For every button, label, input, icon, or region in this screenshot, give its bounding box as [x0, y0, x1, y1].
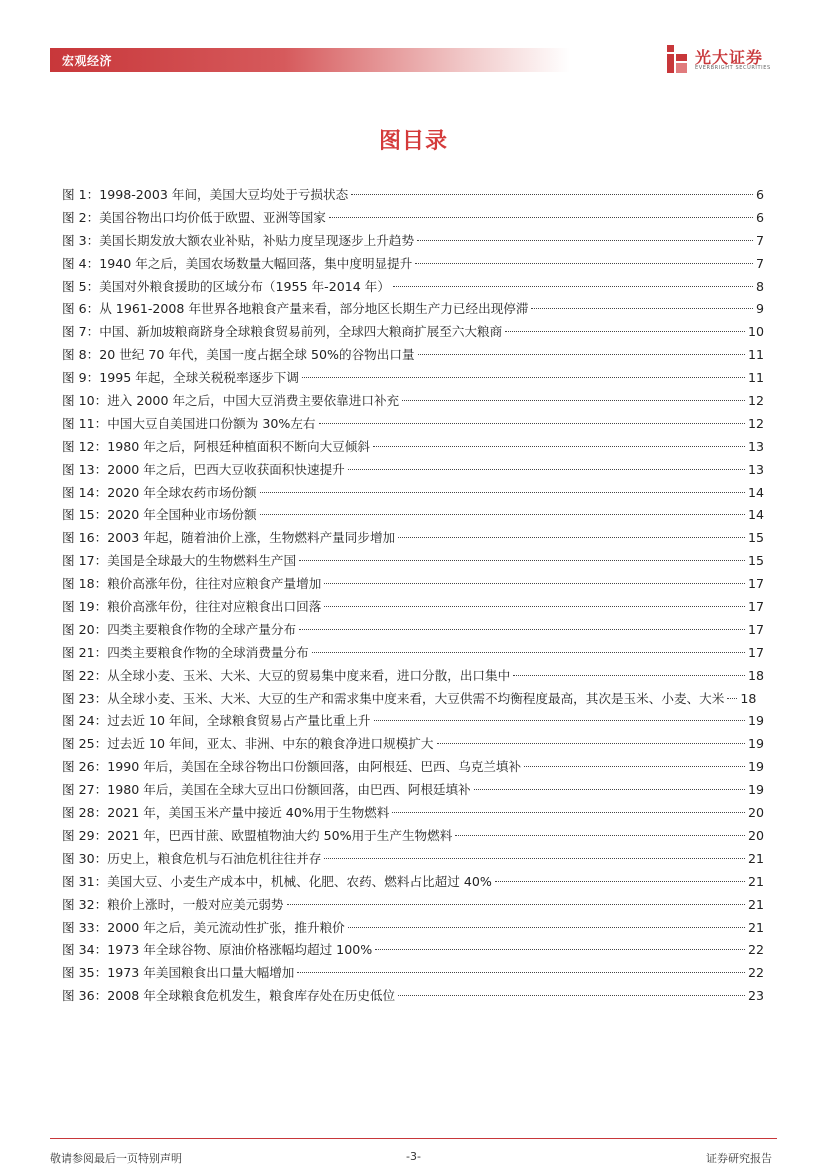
toc-entry[interactable] — [62, 802, 764, 825]
toc-entry[interactable] — [62, 985, 764, 1008]
toc-entry-label: 图 23：从全球小麦、玉米、大米、大豆的生产和需求集中度来看，大豆供需不均衡程度最高，其次是玉米、 — [62, 690, 662, 706]
toc-entry-label: 图 18：粮价高涨年份，往往对应粮食产量增加 — [62, 576, 322, 592]
toc-entry-label: 图 32：粮价上涨时，一般对应美元弱势 — [62, 896, 284, 912]
dot-leader — [455, 835, 745, 836]
dot-leader — [373, 446, 745, 447]
toc-entry-label: 图 10：进入 2000 年之后，中国大豆消费主要依靠进口补充 — [62, 393, 400, 409]
toc-entry[interactable] — [62, 230, 764, 253]
toc-entry[interactable] — [62, 894, 764, 917]
toc-entry-label: 图 27：1980 年后，美国在全球大豆出口份额回落，由巴西、阿根廷填补 — [62, 782, 471, 798]
toc-entry-page: 19 — [747, 713, 764, 729]
dot-leader — [495, 881, 745, 882]
toc-entry-page: 21 — [747, 850, 764, 866]
dot-leader — [437, 743, 745, 744]
dot-leader — [418, 354, 745, 355]
dot-leader — [531, 308, 753, 309]
toc-entry-label: 图 7：中国、新加坡粮商跻身全球粮食贸易前列，全球四大粮商扩展至六大粮商 — [62, 324, 503, 340]
toc-entry-page: 7 — [755, 255, 764, 271]
toc-entry-label: 图 25：过去近 10 年间，亚太、非洲、中东的粮食净进口规模扩大 — [62, 736, 434, 752]
toc-entry-label: 图 13：2000 年之后，巴西大豆收获面积快速提升 — [62, 461, 345, 477]
table-of-figures — [62, 184, 764, 1008]
toc-entry[interactable] — [62, 962, 764, 985]
toc-entry-label: 图 24：过去近 10 年间，全球粮食贸易占产量比重上升 — [62, 713, 371, 729]
dot-leader — [299, 629, 745, 630]
toc-entry-page: 19 — [747, 782, 764, 798]
toc-entry-page: 19 — [747, 736, 764, 752]
toc-entry-page: 6 — [755, 209, 764, 225]
dot-leader — [348, 927, 745, 928]
dot-leader — [415, 263, 753, 264]
toc-entry[interactable] — [62, 459, 764, 482]
toc-entry-page: 9 — [755, 301, 764, 317]
toc-entry-page: 22 — [747, 942, 764, 958]
dot-leader — [374, 720, 745, 721]
toc-entry-label: 图 19：粮价高涨年份，往往对应粮食出口回落 — [62, 599, 322, 615]
toc-entry-label: 图 5：美国对外粮食援助的区域分布（1955 年-2014 年） — [62, 278, 390, 294]
toc-entry[interactable] — [62, 573, 764, 596]
toc-entry[interactable] — [62, 298, 764, 321]
dot-leader — [351, 194, 753, 195]
toc-entry-page: 8 — [755, 278, 764, 294]
toc-entry-page: 22 — [747, 965, 764, 981]
toc-entry[interactable] — [62, 344, 764, 367]
dot-leader — [505, 331, 745, 332]
dot-leader — [392, 812, 745, 813]
toc-entry-page: 14 — [747, 507, 764, 523]
toc-entry-page: 23 — [747, 988, 764, 1004]
toc-entry-label: 图 3：美国长期发放大额农业补贴，补贴力度呈现逐步上升趋势 — [62, 232, 415, 248]
toc-entry-label: 图 15：2020 年全国种业市场份额 — [62, 507, 257, 523]
toc-entry-label: 图 22：从全球小麦、玉米、大米、大豆的贸易集中度来看，进口分散，出口集中 — [62, 667, 511, 683]
toc-entry-page: 19 — [747, 759, 764, 775]
toc-entry-label-continued: 小麦、大米 — [661, 690, 725, 706]
dot-leader — [297, 972, 745, 973]
toc-entry[interactable] — [62, 596, 764, 619]
toc-entry[interactable] — [62, 619, 764, 642]
toc-entry-page: 6 — [755, 187, 764, 202]
toc-entry-label: 图 17：美国是全球最大的生物燃料生产国 — [62, 553, 297, 569]
toc-entry-label: 图 31：美国大豆、小麦生产成本中，机械、化肥、农药、燃料占比超过 40% — [62, 873, 492, 889]
dot-leader — [299, 560, 745, 561]
toc-entry[interactable] — [62, 321, 764, 344]
toc-entry[interactable] — [62, 550, 764, 573]
toc-entry-label: 图 34：1973 年全球谷物、原油价格涨幅均超过 100% — [62, 942, 373, 958]
toc-entry[interactable] — [62, 733, 764, 756]
toc-entry[interactable] — [62, 710, 764, 733]
toc-entry-page: 14 — [747, 484, 764, 500]
toc-entry-label: 图 21：四类主要粮食作物的全球消费量分布 — [62, 644, 309, 660]
toc-entry-label: 图 1：1998-2003 年间，美国大豆均处于亏损状态 — [62, 187, 349, 202]
toc-entry-page: 15 — [747, 553, 764, 569]
toc-entry-page: 17 — [747, 644, 764, 660]
toc-entry-page: 17 — [747, 599, 764, 615]
toc-entry-page: 11 — [747, 347, 764, 363]
footer-disclaimer: 敬请参阅最后一页特别声明 — [50, 1152, 182, 1165]
logo-text-en: EVERBRIGHT SECURITIES — [695, 65, 771, 71]
dot-leader — [402, 400, 745, 401]
toc-entry-label: 图 4：1940 年之后，美国农场数量大幅回落，集中度明显提升 — [62, 255, 413, 271]
dot-leader — [398, 995, 745, 996]
dot-leader — [375, 949, 745, 950]
toc-entry[interactable] — [62, 665, 764, 688]
toc-entry[interactable] — [62, 367, 764, 390]
toc-entry-page: 18 — [740, 690, 757, 706]
dot-leader — [312, 652, 745, 653]
toc-entry-label: 图 20：四类主要粮食作物的全球产量分布 — [62, 621, 297, 637]
section-label: 宏观经济 — [62, 54, 113, 68]
toc-entry-page: 10 — [747, 324, 764, 340]
toc-entry[interactable] — [62, 779, 764, 802]
dot-leader — [260, 514, 745, 515]
toc-entry-label: 图 35：1973 年美国粮食出口量大幅增加 — [62, 965, 295, 981]
dot-leader — [393, 286, 753, 287]
toc-entry-page: 18 — [747, 667, 764, 683]
toc-entry-label: 图 11：中国大豆自美国进口份额为 30%左右 — [62, 415, 316, 431]
toc-entry[interactable] — [62, 436, 764, 459]
footer-divider — [50, 1138, 777, 1139]
toc-entry[interactable] — [62, 756, 764, 779]
dot-leader — [324, 858, 745, 859]
toc-entry[interactable] — [62, 207, 764, 230]
dot-leader — [524, 766, 745, 767]
toc-entry-page: 17 — [747, 576, 764, 592]
dot-leader — [319, 423, 745, 424]
dot-leader — [324, 583, 745, 584]
toc-entry-page: 20 — [747, 805, 764, 821]
toc-entry-label: 图 8：20 世纪 70 年代，美国一度占据全球 50%的谷物出口量 — [62, 347, 415, 363]
toc-entry-label: 图 29：2021 年，巴西甘蔗、欧盟植物油大约 50%用于生产生物燃料 — [62, 827, 453, 843]
toc-entry[interactable] — [62, 504, 764, 527]
logo-mark-icon — [665, 45, 689, 73]
toc-entry[interactable] — [62, 848, 764, 871]
toc-entry-page: 21 — [747, 896, 764, 912]
toc-entry-label: 图 16：2003 年起，随着油价上涨，生物燃料产量同步增加 — [62, 530, 396, 546]
toc-entry-page: 13 — [747, 461, 764, 477]
toc-entry-label: 图 28：2021 年，美国玉米产量中接近 40%用于生物燃料 — [62, 805, 390, 821]
toc-entry-page: 21 — [747, 873, 764, 889]
dot-leader — [302, 377, 745, 378]
toc-entry[interactable] — [62, 184, 764, 207]
page-number: -3- — [406, 1150, 421, 1163]
toc-entry[interactable] — [62, 482, 764, 505]
toc-entry-page: 7 — [755, 232, 764, 248]
toc-entry-page: 11 — [747, 370, 764, 386]
dot-leader — [260, 492, 745, 493]
dot-leader — [398, 537, 745, 538]
toc-entry-label: 图 12：1980 年之后，阿根廷种植面积不断向大豆倾斜 — [62, 438, 370, 454]
toc-entry[interactable] — [62, 276, 764, 299]
dot-leader — [513, 675, 745, 676]
dot-leader — [324, 606, 745, 607]
toc-entry[interactable] — [62, 253, 764, 276]
toc-entry-label: 图 6：从 1961-2008 年世界各地粮食产量来看，部分地区长期生产力已经出现停滞 — [62, 301, 529, 317]
company-logo — [665, 45, 775, 75]
toc-entry-label: 图 14：2020 年全球农药市场份额 — [62, 484, 257, 500]
toc-entry-label: 图 33：2000 年之后，美元流动性扩张，推升粮价 — [62, 919, 345, 935]
dot-leader — [329, 217, 753, 218]
toc-entry-page: 12 — [747, 415, 764, 431]
toc-entry-page: 13 — [747, 438, 764, 454]
toc-entry-label: 图 9：1995 年起，全球关税税率逐步下调 — [62, 370, 299, 386]
toc-entry[interactable] — [62, 642, 764, 665]
toc-entry[interactable] — [62, 688, 764, 711]
toc-entry-page: 21 — [747, 919, 764, 935]
toc-entry[interactable] — [62, 825, 764, 848]
logo-text-cn: 光大证券 — [695, 48, 764, 67]
header-bar — [50, 48, 570, 72]
toc-entry-label: 图 26：1990 年后，美国在全球谷物出口份额回落，由阿根廷、巴西、乌克兰填补 — [62, 759, 522, 775]
dot-leader — [727, 698, 737, 699]
dot-leader — [474, 789, 745, 790]
toc-entry[interactable] — [62, 871, 764, 894]
toc-entry-page: 20 — [747, 827, 764, 843]
toc-entry-page: 12 — [747, 393, 764, 409]
toc-entry-page: 17 — [747, 621, 764, 637]
toc-entry[interactable] — [62, 413, 764, 436]
toc-entry[interactable] — [62, 917, 764, 940]
page-title: 图目录 — [378, 129, 448, 154]
dot-leader — [348, 469, 745, 470]
dot-leader — [287, 904, 745, 905]
toc-entry[interactable] — [62, 527, 764, 550]
footer-report-type: 证券研究报告 — [706, 1152, 772, 1165]
dot-leader — [417, 240, 753, 241]
toc-entry-label: 图 30：历史上，粮食危机与石油危机往往并存 — [62, 850, 322, 866]
toc-entry[interactable] — [62, 939, 764, 962]
toc-entry-label: 图 2：美国谷物出口均价低于欧盟、亚洲等国家 — [62, 209, 326, 225]
toc-entry[interactable] — [62, 390, 764, 413]
toc-entry-page: 15 — [747, 530, 764, 546]
toc-entry-label: 图 36：2008 年全球粮食危机发生，粮食库存处在历史低位 — [62, 988, 396, 1004]
